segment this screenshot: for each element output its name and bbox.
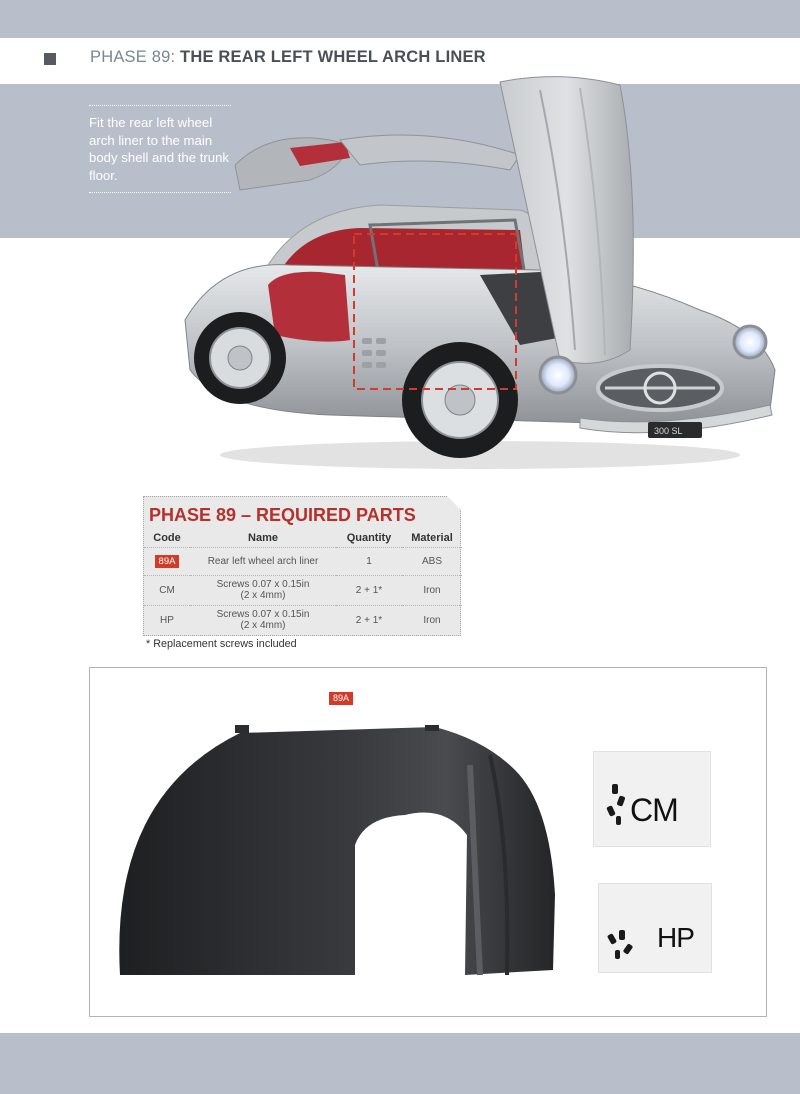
headlamp-right xyxy=(734,326,766,358)
part-name: Rear left wheel arch liner xyxy=(190,547,336,575)
parts-table xyxy=(144,529,462,635)
screw-bag-hp xyxy=(598,883,712,973)
wheel-arch-liner-image xyxy=(115,725,565,980)
page-title xyxy=(90,48,486,67)
part-quantity: 2 + 1* xyxy=(336,605,402,635)
door-opening xyxy=(268,272,350,342)
part-quantity: 2 + 1* xyxy=(336,575,402,605)
bottom-color-bar xyxy=(0,1033,800,1094)
license-plate: 300 SL xyxy=(654,426,683,436)
liner-tab-left xyxy=(235,725,249,733)
col-quantity: Quantity xyxy=(346,531,392,544)
table-row xyxy=(144,575,462,605)
headlamp-left xyxy=(540,357,576,393)
part-quantity: 1 xyxy=(336,547,402,575)
part-name: Screws 0.07 x 0.15in (2 x 4mm) xyxy=(190,605,336,635)
top-color-bar xyxy=(0,0,800,38)
liner-tab-right xyxy=(425,725,439,731)
col-name: Name xyxy=(248,531,278,544)
header-square-icon xyxy=(44,53,56,65)
part-name: Screws 0.07 x 0.15in (2 x 4mm) xyxy=(190,575,336,605)
rear-wheel xyxy=(194,312,286,404)
parts-header-row xyxy=(144,529,462,547)
col-code: Code xyxy=(153,531,181,544)
bag-label-hp: HP xyxy=(657,922,694,953)
required-parts-panel xyxy=(143,496,461,636)
bag-label-cm: CM xyxy=(630,792,678,828)
part-material: Iron xyxy=(402,575,462,605)
table-row xyxy=(144,605,462,635)
liner-shape xyxy=(119,727,555,975)
screws-icon xyxy=(602,780,632,830)
intro-text: Fit the rear left wheel arch liner to the main body shell and the trunk floor. xyxy=(89,105,231,193)
screw-bag-cm xyxy=(593,751,711,847)
front-wheel xyxy=(402,342,518,458)
gullwing-door-right xyxy=(340,135,520,170)
part-code: CM xyxy=(144,575,190,605)
col-material: Material xyxy=(411,531,453,544)
parts-footnote: * Replacement screws included xyxy=(146,638,297,650)
car-illustration xyxy=(180,70,780,480)
parts-title: PHASE 89 – REQUIRED PARTS xyxy=(149,505,416,525)
screws-icon xyxy=(605,926,641,966)
phase-prefix: PHASE 89: xyxy=(90,48,181,66)
phase-title: THE REAR LEFT WHEEL ARCH LINER xyxy=(180,48,486,66)
part-material: ABS xyxy=(402,547,462,575)
photo-badge-89a: 89A xyxy=(329,692,353,705)
part-code: HP xyxy=(144,605,190,635)
table-row xyxy=(144,547,462,575)
part-material: Iron xyxy=(402,605,462,635)
code-badge-89a: 89A xyxy=(155,555,180,568)
